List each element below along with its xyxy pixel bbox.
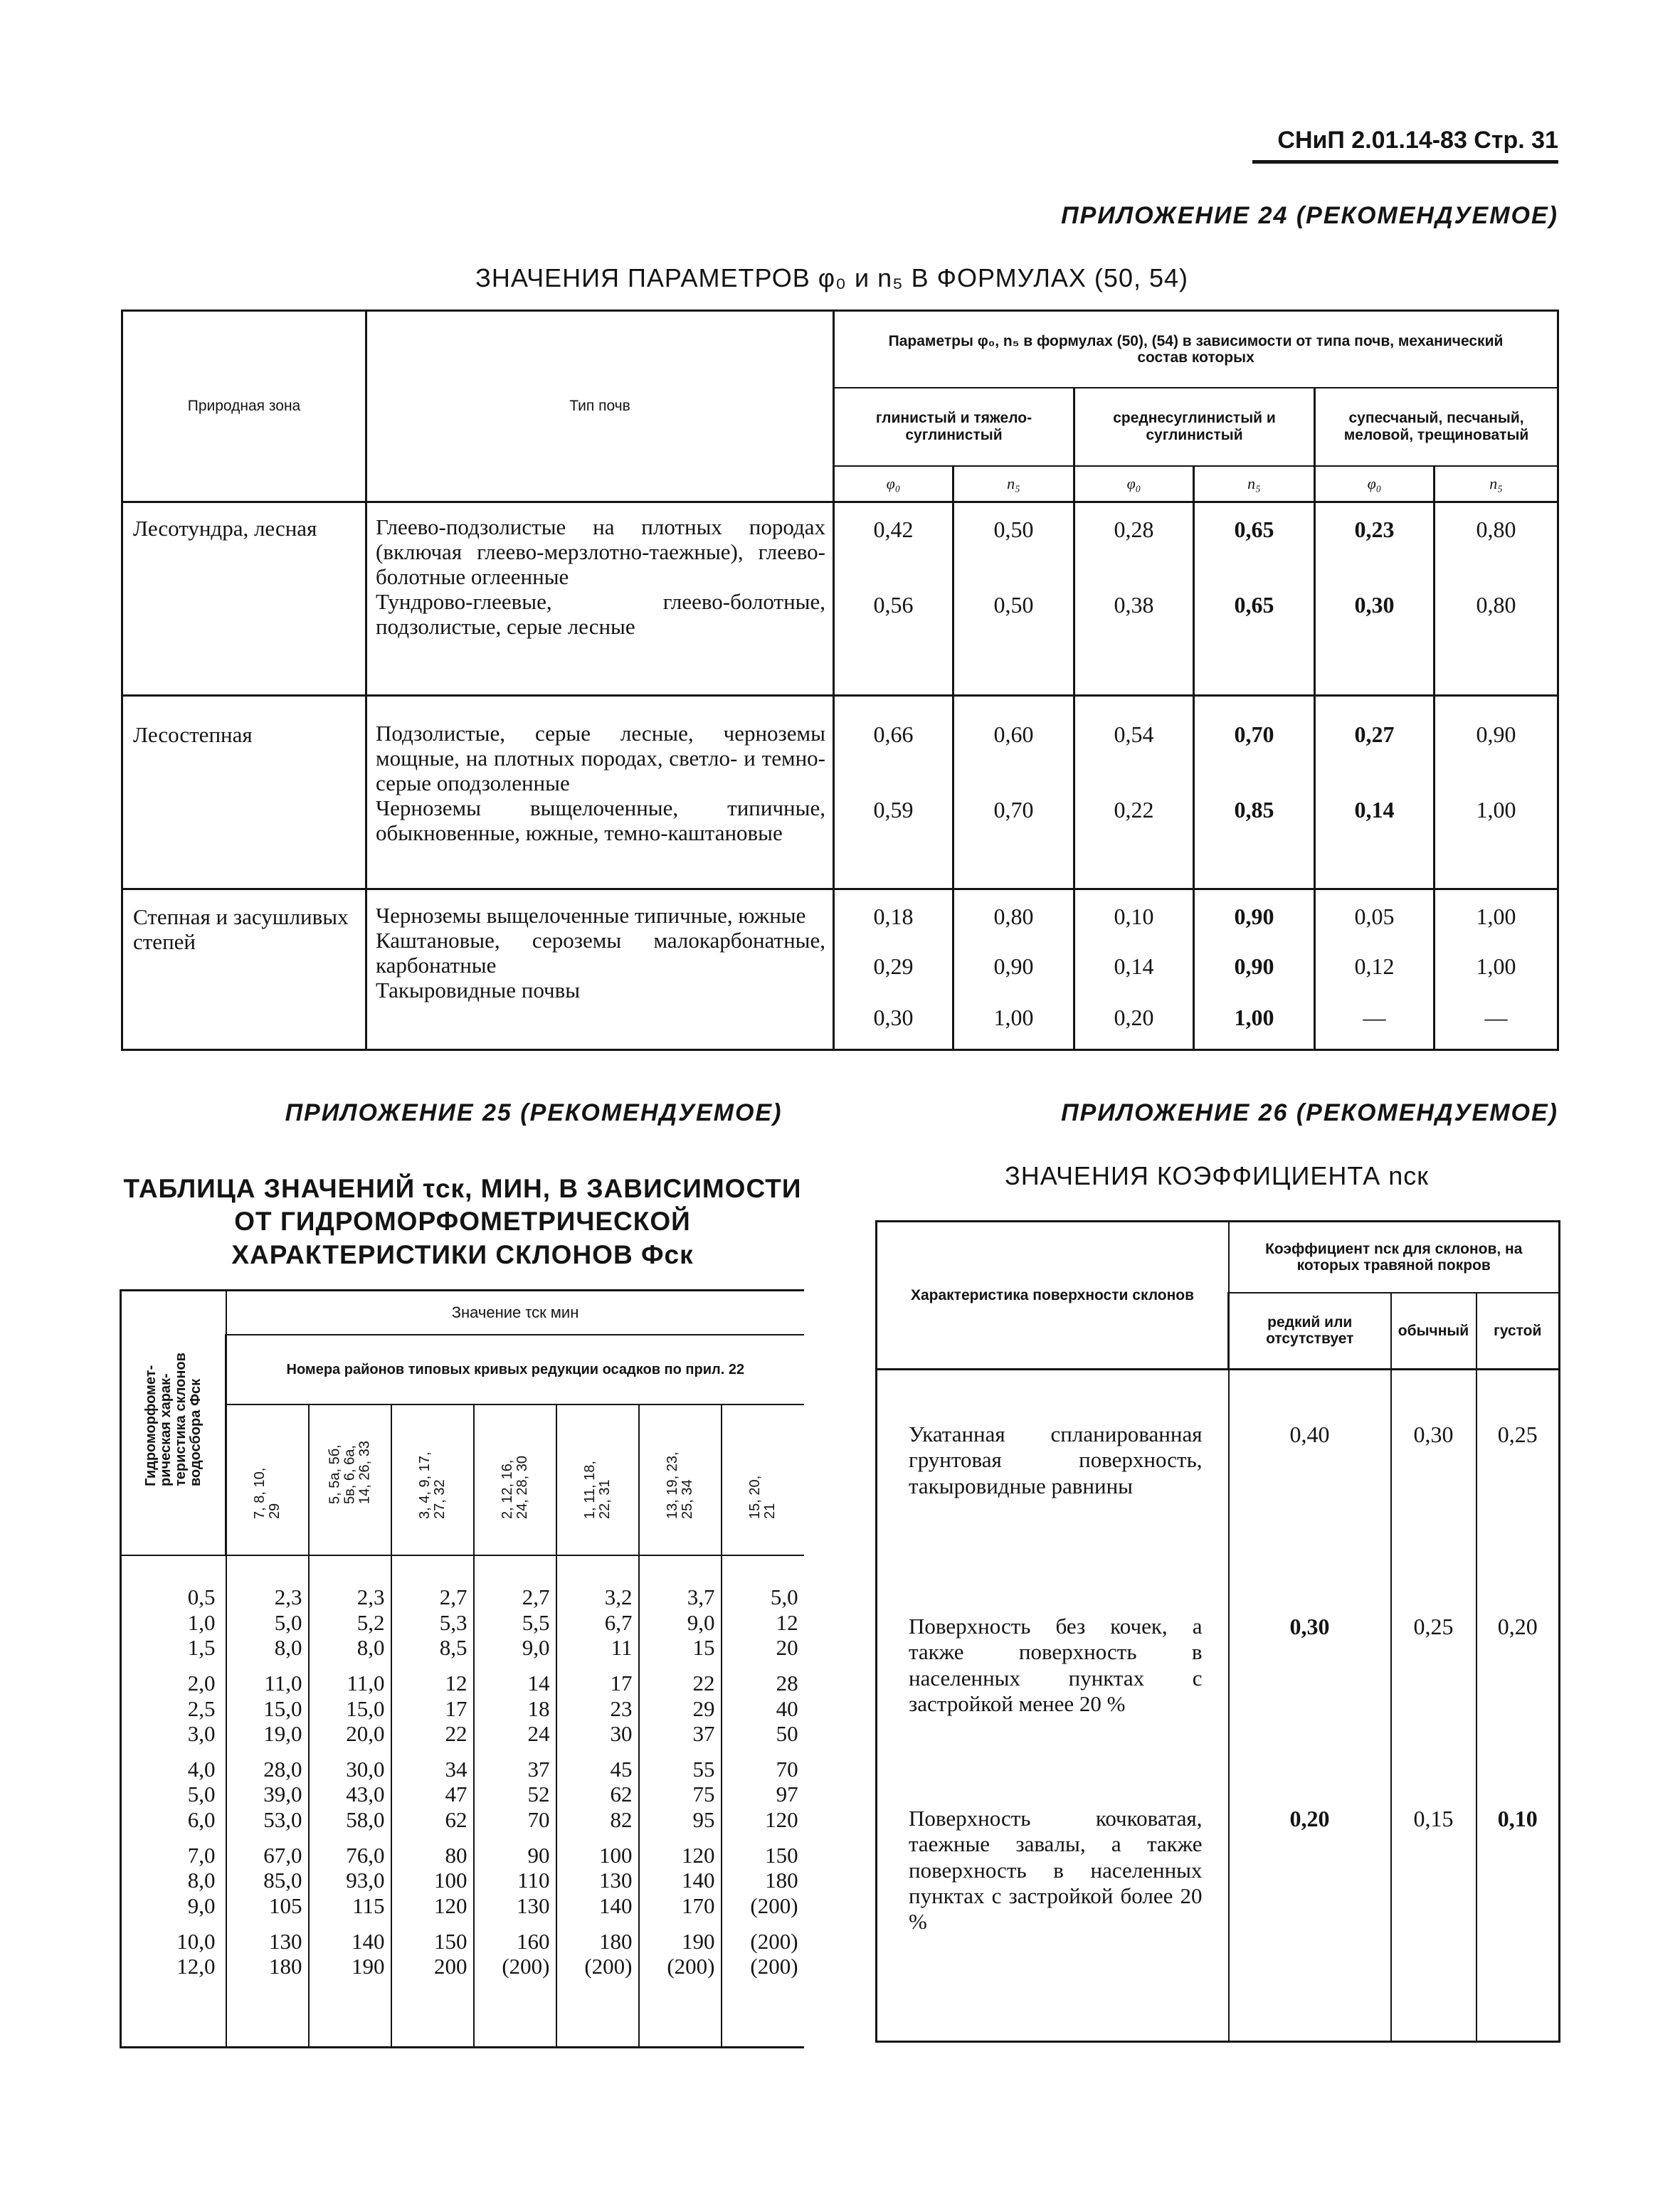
value-cell: 37 [474,1757,556,1782]
value-cell: 0,30 [1391,1370,1476,1597]
value-cell: 0,40 [1229,1370,1391,1597]
table-row [121,1555,804,1610]
value-cell: 0,20 [1476,1597,1560,1789]
value-cell: 170 [639,1893,722,1919]
value-cell: 180 [226,1954,309,1979]
table-row [121,1696,804,1722]
value-cell: 12 [722,1610,804,1636]
sub-header: Номера районов типовых кривых редукции осадков по прил. 22 [226,1335,804,1404]
value-cell: 1,0 [121,1610,226,1636]
header-group-loam: среднесуглинистый и суглинистый [1074,388,1315,466]
value-cell: 28 [722,1671,804,1696]
value-cell: 8,0 [226,1635,309,1661]
value-cell: 8,5 [391,1635,474,1661]
table-row [121,1782,804,1807]
value-cell: 62 [556,1782,639,1807]
value-cell: 0,5 [121,1555,226,1610]
value-cell: 2,7 [391,1555,474,1610]
header-n: n₅ [1194,466,1315,502]
value-cell: 15 [639,1635,722,1661]
table-row: Степная и засушливых степей Черноземы выщелоченные типичные, южные Каштановые, сероземы малокарбонатные, карбонатные Такыровидные почвы 0,18 0,29 0,30 0,80 0,90 1,00 0,10 0,14 0,20 0,90 0,90 1,00 0,05 0,12 — 1,00 1,00 — [122,889,1558,1049]
table-row: Лесотундра, лесная Глеево-подзолистые на плотных породах (включая глеево-мерзлотно-таежные), глеево-болотные оглеенные Тундрово-глеевые, глеево-болотные, подзолистые, серые лесные 0,42 0,56 0,50 0,50 0,28 0,38 0,65 0,65 0,23 0,30 0,80 0,80 [122,502,1558,695]
value-cell: 22 [639,1671,722,1696]
value-cell: 130 [474,1893,556,1919]
appendix-26-title: ЗНАЧЕНИЯ КОЭФФИЦИЕНТА nск [1005,1161,1429,1190]
header-characteristic: Характеристика поверхности склонов [877,1222,1229,1370]
table-row [121,1757,804,1782]
value-cell: 7,0 [121,1843,226,1868]
value-cell: 140 [556,1893,639,1919]
value-cell: 82 [556,1807,639,1833]
header-n: n₅ [953,466,1074,502]
table-row [877,1597,1560,1789]
value-cell: 120 [391,1893,474,1919]
table-row [121,1843,804,1868]
value-cell: (200) [722,1893,804,1919]
value-cell: 105 [226,1893,309,1919]
district-column-header: 15, 20, 21 [722,1404,804,1555]
value-cell: 2,3 [226,1555,309,1610]
header-normal: обычный [1391,1293,1476,1370]
value-cell: 0,20 [1229,1789,1391,2042]
value-cell: 5,2 [309,1610,391,1636]
value-cell: 6,7 [556,1610,639,1636]
district-column-header: 3, 4, 9, 17, 27, 32 [391,1404,474,1555]
table-row [121,1807,804,1833]
appendix-26-label: ПРИЛОЖЕНИЕ 26 (РЕКОМЕНДУЕМОЕ) [1061,1099,1558,1126]
value-cell: 0,15 [1391,1789,1476,2042]
value-cell: 45 [556,1757,639,1782]
value-cell: 9,0 [639,1610,722,1636]
table-row [877,1370,1560,1597]
value-cell: 150 [722,1843,804,1868]
value-cell: 52 [474,1782,556,1807]
appendix-25-label: ПРИЛОЖЕНИЕ 25 (РЕКОМЕНДУЕМОЕ) [285,1099,783,1126]
value-cell: 19,0 [226,1721,309,1747]
value-cell: 110 [474,1868,556,1893]
value-cell: 180 [722,1868,804,1893]
header-soil: Тип почв [366,311,834,502]
value-cell: 43,0 [309,1782,391,1807]
header-group-sand: супесчаный, песчаный, меловой, трещиноватый [1315,388,1558,466]
header-n: n₅ [1435,466,1558,502]
table-row [121,1721,804,1747]
value-cell: 0,25 [1476,1370,1560,1597]
soil-cell: Глеево-подзолистые на плотных породах (включая глеево-мерзлотно-таежные), глеево-болотные оглеенные Тундрово-глеевые, глеево-болотные, подзолистые, серые лесные [366,502,834,695]
table-row [121,1671,804,1696]
value-cell: 8,0 [309,1635,391,1661]
header-coefficient: Коэффициент nск для склонов, на которых травяной покров [1229,1222,1560,1293]
district-column-header: 7, 8, 10, 29 [226,1404,309,1555]
district-column-header: 5, 5а, 5б, 5в, 6, 6а, 14, 26, 33 [309,1404,391,1555]
value-cell: 3,2 [556,1555,639,1610]
value-cell: 58,0 [309,1807,391,1833]
header-sparse: редкий или отсутствует [1229,1293,1391,1370]
value-cell: 6,0 [121,1807,226,1833]
value-cell: 190 [639,1929,722,1954]
value-cell: 55 [639,1757,722,1782]
surface-cell: Поверхность без кочек, а также поверхность в населенных пунктах с застройкой менее 20 % [877,1597,1229,1789]
value-cell: 115 [309,1893,391,1919]
header-phi: φ₀ [1074,466,1194,502]
value-cell: 17 [391,1696,474,1722]
value-cell: (200) [639,1954,722,1979]
appendix-24-title: ЗНАЧЕНИЯ ПАРАМЕТРОВ φ₀ и n₅ В ФОРМУЛАХ (50, 54) [475,263,1188,292]
value-cell: 1,5 [121,1635,226,1661]
value-cell: 140 [309,1929,391,1954]
table-row [877,1789,1560,2042]
value-cell: 70 [474,1807,556,1833]
value-cell: 5,0 [226,1610,309,1636]
value-cell: 12 [391,1671,474,1696]
zone-cell: Лесостепная [122,695,366,889]
value-cell: 15,0 [226,1696,309,1722]
table-row [121,1635,804,1661]
value-cell: 95 [639,1807,722,1833]
value-cell: 20 [722,1635,804,1661]
table-row [121,1893,804,1919]
value-cell: 50 [722,1721,804,1747]
value-cell: 85,0 [226,1868,309,1893]
value-cell: 130 [556,1868,639,1893]
value-cell: (200) [722,1954,804,1979]
value-cell: 12,0 [121,1954,226,1979]
table-row: Лесостепная Подзолистые, серые лесные, черноземы мощные, на плотных породах, светло- и темно-серые оподзоленные Черноземы выщелоченные, типичные, обыкновенные, южные, темно-каштановые 0,66 0,59 0,60 0,70 0,54 0,22 0,70 0,85 0,27 0,14 0,90 1,00 [122,695,1558,889]
appendix-25-title: ТАБЛИЦА ЗНАЧЕНИЙ τск, МИН, В ЗАВИСИМОСТИ ОТ ГИДРОМОРФОМЕТРИЧЕСКОЙ ХАРАКТЕРИСТИКИ СКЛОНОВ Фск [123,1174,802,1269]
value-cell: 62 [391,1807,474,1833]
value-cell: 93,0 [309,1868,391,1893]
value-cell: 9,0 [474,1635,556,1661]
value-cell: 100 [556,1843,639,1868]
value-cell: 11,0 [309,1671,391,1696]
value-cell: 130 [226,1929,309,1954]
value-cell: 5,5 [474,1610,556,1636]
value-cell: 76,0 [309,1843,391,1868]
district-column-header: 1, 11, 18, 22, 31 [556,1404,639,1555]
value-cell: 200 [391,1954,474,1979]
value-cell: 30 [556,1721,639,1747]
value-cell: 4,0 [121,1757,226,1782]
value-cell: 120 [722,1807,804,1833]
surface-cell: Укатанная спланированная грунтовая поверхность, такыровидные равнины [877,1370,1229,1597]
value-cell: 67,0 [226,1843,309,1868]
district-column-header: 2, 12, 16, 24, 28, 30 [474,1404,556,1555]
value-cell: 0,10 [1476,1789,1560,2042]
soil-cell: Подзолистые, серые лесные, черноземы мощные, на плотных породах, светло- и темно-серые оподзоленные Черноземы выщелоченные, типичные, обыкновенные, южные, темно-каштановые [366,695,834,889]
value-cell: 8,0 [121,1868,226,1893]
table-row [121,1929,804,1954]
value-cell: 3,0 [121,1721,226,1747]
value-cell: 140 [639,1868,722,1893]
value-cell: 11,0 [226,1671,309,1696]
table-row [121,1610,804,1636]
value-cell: 150 [391,1929,474,1954]
value-cell: 15,0 [309,1696,391,1722]
value-cell: 5,0 [121,1782,226,1807]
value-cell: 39,0 [226,1782,309,1807]
value-cell: 75 [639,1782,722,1807]
table-row [121,1954,804,1979]
value-cell: 2,7 [474,1555,556,1610]
value-cell: 180 [556,1929,639,1954]
surface-cell: Поверхность кочковатая, таежные завалы, а также поверхность в населенных пунктах с застройкой более 20 % [877,1789,1229,2042]
value-cell: 23 [556,1696,639,1722]
value-cell: 80 [391,1843,474,1868]
value-cell: 47 [391,1782,474,1807]
value-cell: 97 [722,1782,804,1807]
value-cell: 9,0 [121,1893,226,1919]
value-cell: 14 [474,1671,556,1696]
side-header: Гидроморфомет- рическая харак- теристика склонов водосбора Фск [121,1291,226,1556]
table-row [121,1868,804,1893]
value-cell: 18 [474,1696,556,1722]
header-group-clay: глинистый и тяжело-суглинистый [834,388,1074,466]
value-cell: 2,0 [121,1671,226,1696]
value-cell: 20,0 [309,1721,391,1747]
appendix-26-table [875,1220,1558,2043]
district-column-header: 13, 19, 23, 25, 34 [639,1404,722,1555]
header-dense: густой [1476,1293,1560,1370]
header-zone: Природная зона [122,311,366,502]
value-cell: 2,5 [121,1696,226,1722]
value-cell: 5,3 [391,1610,474,1636]
header-params: Параметры φ₀, n₅ в формулах (50), (54) в зависимости от типа почв, механический состав которых [834,311,1558,388]
value-cell: (200) [556,1954,639,1979]
value-cell: 24 [474,1721,556,1747]
value-cell: 0,30 [1229,1597,1391,1789]
value-cell: 29 [639,1696,722,1722]
appendix-25-table [120,1289,803,2048]
value-cell: 11 [556,1635,639,1661]
value-cell: 70 [722,1757,804,1782]
value-cell: (200) [722,1929,804,1954]
value-cell: (200) [474,1954,556,1979]
page-code: СНиП 2.01.14-83 Стр. 31 [1252,127,1558,164]
value-cell: 90 [474,1843,556,1868]
value-cell: 3,7 [639,1555,722,1610]
value-cell: 120 [639,1843,722,1868]
value-cell: 100 [391,1868,474,1893]
value-cell: 34 [391,1757,474,1782]
value-cell: 10,0 [121,1929,226,1954]
value-cell: 28,0 [226,1757,309,1782]
value-cell: 17 [556,1671,639,1696]
value-cell: 30,0 [309,1757,391,1782]
zone-cell: Степная и засушливых степей [122,889,366,1049]
value-cell: 0,25 [1391,1597,1476,1789]
value-cell: 190 [309,1954,391,1979]
value-cell: 40 [722,1696,804,1722]
value-cell: 37 [639,1721,722,1747]
value-cell: 53,0 [226,1807,309,1833]
appendix-24-table [121,310,1557,1051]
zone-cell: Лесотундра, лесная [122,502,366,695]
value-cell: 160 [474,1929,556,1954]
header-phi: φ₀ [834,466,953,502]
value-cell: 2,3 [309,1555,391,1610]
top-header: Значение τск мин [226,1291,804,1335]
soil-cell: Черноземы выщелоченные типичные, южные Каштановые, сероземы малокарбонатные, карбонатные Такыровидные почвы [366,889,834,1049]
value-cell: 5,0 [722,1555,804,1610]
appendix-24-label: ПРИЛОЖЕНИЕ 24 (РЕКОМЕНДУЕМОЕ) [1061,202,1558,229]
header-phi: φ₀ [1315,466,1435,502]
value-cell: 22 [391,1721,474,1747]
